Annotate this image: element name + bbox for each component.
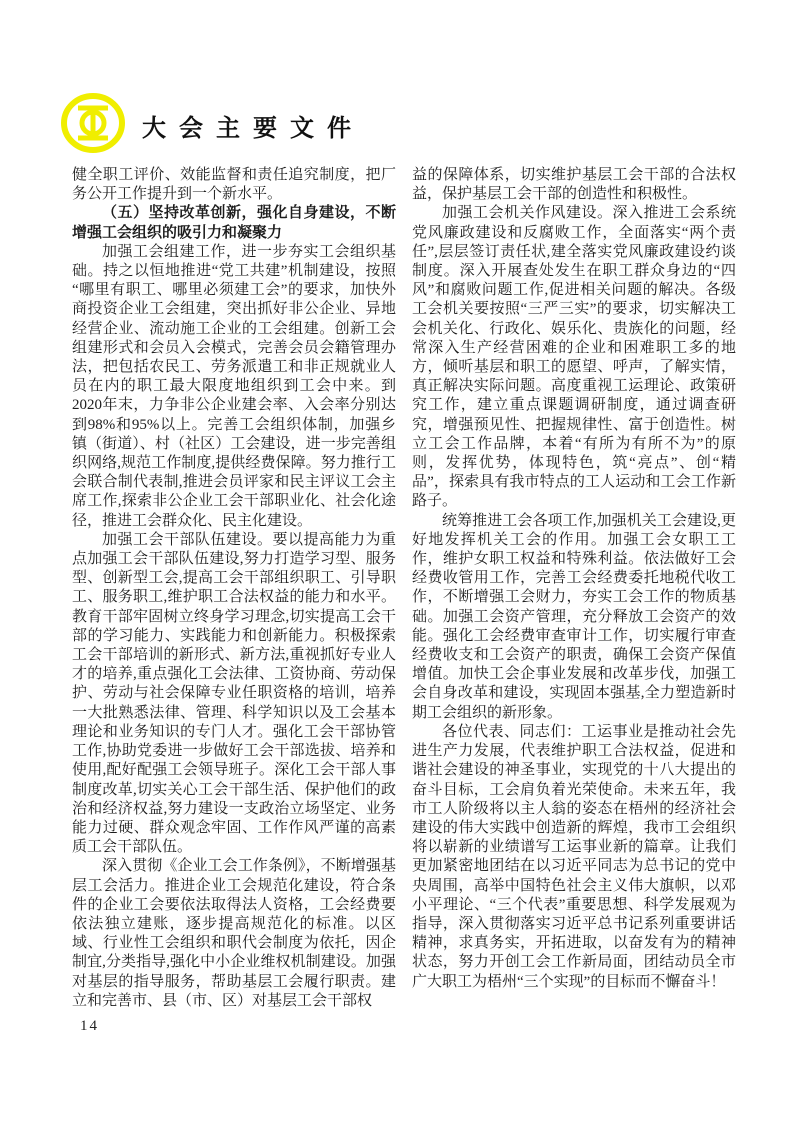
- paragraph: 统筹推进工会各项工作,加强机关工会建设,更好地发挥机关工会的作用。加强工会女职工工作，维护女职工权益和特殊利益。依法做好工会经费收管用工作，完善工会经费委托地税代收工作，不断增强工会财力，夯实工会工作的物质基础。加强工会资产管理，充分释放工会资产的效能。强化工会经费审查审计工作，切实履行审查经费收支和工会资产的职责，确保工会资产保值增值。加快工会企事业发展和改革步伐，加强工会自身改革和建设，实现固本强基,全力塑造新时期工会组织的新形象。: [412, 512, 736, 721]
- paragraph: 加强工会机关作风建设。深入推进工会系统党风廉政建设和反腐败工作，全面落实“两个责任”,层层签订责任状,建全落实党风廉政建设约谈制度。深入开展查处发生在职工群众身边的“四风”和腐败问题工作,促进相关问题的解决。各级工会机关要按照“三严三实”的要求，切实解决工会机关化、行政化、娱乐化、贵族化的问题，经常深入生产经营困难的企业和困难职工多的地方，倾听基层和职工的愿望、呼声，了解实情，真正解决实际问题。高度重视工运理论、政策研究工作，建立重点课题调研制度，通过调查研究，增强预见性、把握规律性、富于创造性。树立工会工作品牌，本着“有所为有所不为”的原则，发挥优势，体现特色，筑“亮点”、创“精品”，探索具有我市特点的工人运动和工会工作新路子。: [412, 205, 736, 510]
- left-column: [72, 166, 396, 1011]
- paragraph: 健全职工评价、效能监督和责任追究制度，把厂务公开工作提升到一个新水平。: [72, 167, 396, 203]
- section-heading: （五）坚持改革创新，强化自身建设，不断增强工会组织的吸引力和凝聚力: [72, 205, 396, 241]
- paragraph: 加强工会组建工作，进一步夯实工会组织基础。持之以恒地推进“党工共建”机制建设，按照“哪里有职工、哪里必须建工会”的要求，加快外商投资企业工会组建，突出抓好非公企业、异地经营企业、流动施工企业的工会组建。创新工会组建形式和会员入会模式，完善会员会籍管理办法，把包括农民工、劳务派遣工和非正规就业人员在内的职工最大限度地组织到工会中来。到2020年末，力争非公企业建会率、入会率分别达到98%和95%以上。完善工会组织体制，加强乡镇（街道）、村（社区）工会建设，进一步完善组织网络,规范工作制度,提供经费保障。努力推行工会联合制代表制,推进会员评家和民主评议工会主席工作,探索非公企业工会干部职业化、社会化途径，推进工会群众化、民主化建设。: [72, 243, 396, 529]
- paragraph: 各位代表、同志们：工运事业是推动社会先进生产力发展，代表维护职工合法权益，促进和谐社会建设的神圣事业，实现党的十八大提出的奋斗目标，工会肩负着光荣使命。未来五年，我市工人阶级将以主人翁的姿态在梧州的经济社会建设的伟大实践中创造新的辉煌，我市工会组织将以崭新的业绩谱写工运事业新的篇章。让我们更加紧密地团结在以习近平同志为总书记的党中央周围，高举中国特色社会主义伟大旗帜，以邓小平理论、“三个代表”重要思想、科学发展观为指导，深入贯彻落实习近平总书记系列重要讲话精神，求真务实，开拓进取，以奋发有为的精神状态，努力开创工会工作新局面，团结动员全市广大职工为梧州“三个实现”的目标而不懈奋斗！: [412, 723, 736, 990]
- right-column: [412, 166, 736, 1011]
- page-number: 14: [80, 1018, 99, 1034]
- page-title: 大会主要文件: [142, 115, 364, 142]
- page-header: [60, 93, 364, 153]
- china-trade-union-emblem-icon: [60, 93, 126, 153]
- paragraph: 加强工会干部队伍建设。要以提高能力为重点加强工会干部队伍建设,努力打造学习型、服务型、创新型工会,提高工会干部组织职工、引导职工、服务职工,维护职工合法权益的能力和水平。教育干部牢固树立终身学习理念,切实提高工会干部的学习能力、实践能力和创新能力。积极探索工会干部培训的新形式、新方法,重视抓好专业人才的培养,重点强化工会法律、工资协商、劳动保护、劳动与社会保障专业任职资格的培训，培养一大批熟悉法律、管理、科学知识以及工会基本理论和业务知识的专门人才。强化工会干部协管工作,协助党委进一步做好工会干部选拔、培养和使用,配好配强工会领导班子。深化工会干部人事制度改革,切实关心工会干部生活、保护他们的政治和经济权益,努力建设一支政治立场坚定、业务能力过硬、群众观念牢固、工作作风严谨的高素质工会干部队伍。: [72, 531, 396, 856]
- text-columns: [72, 166, 736, 1011]
- paragraph: 深入贯彻《企业工会工作条例》，不断增强基层工会活力。推进企业工会规范化建设，符合条件的企业工会要依法取得法人资格，工会经费要依法独立建账，逐步提高规范化的标准。以区域、行业性工会组织和职代会制度为依托，因企制宜,分类指导,强化中小企业维权机制建设。加强对基层的指导服务，帮助基层工会履行职责。建立和完善市、县（市、区）对基层工会干部权: [72, 858, 396, 1009]
- paragraph: 益的保障体系，切实维护基层工会干部的合法权益，保护基层工会干部的创造性和积极性。: [412, 167, 736, 203]
